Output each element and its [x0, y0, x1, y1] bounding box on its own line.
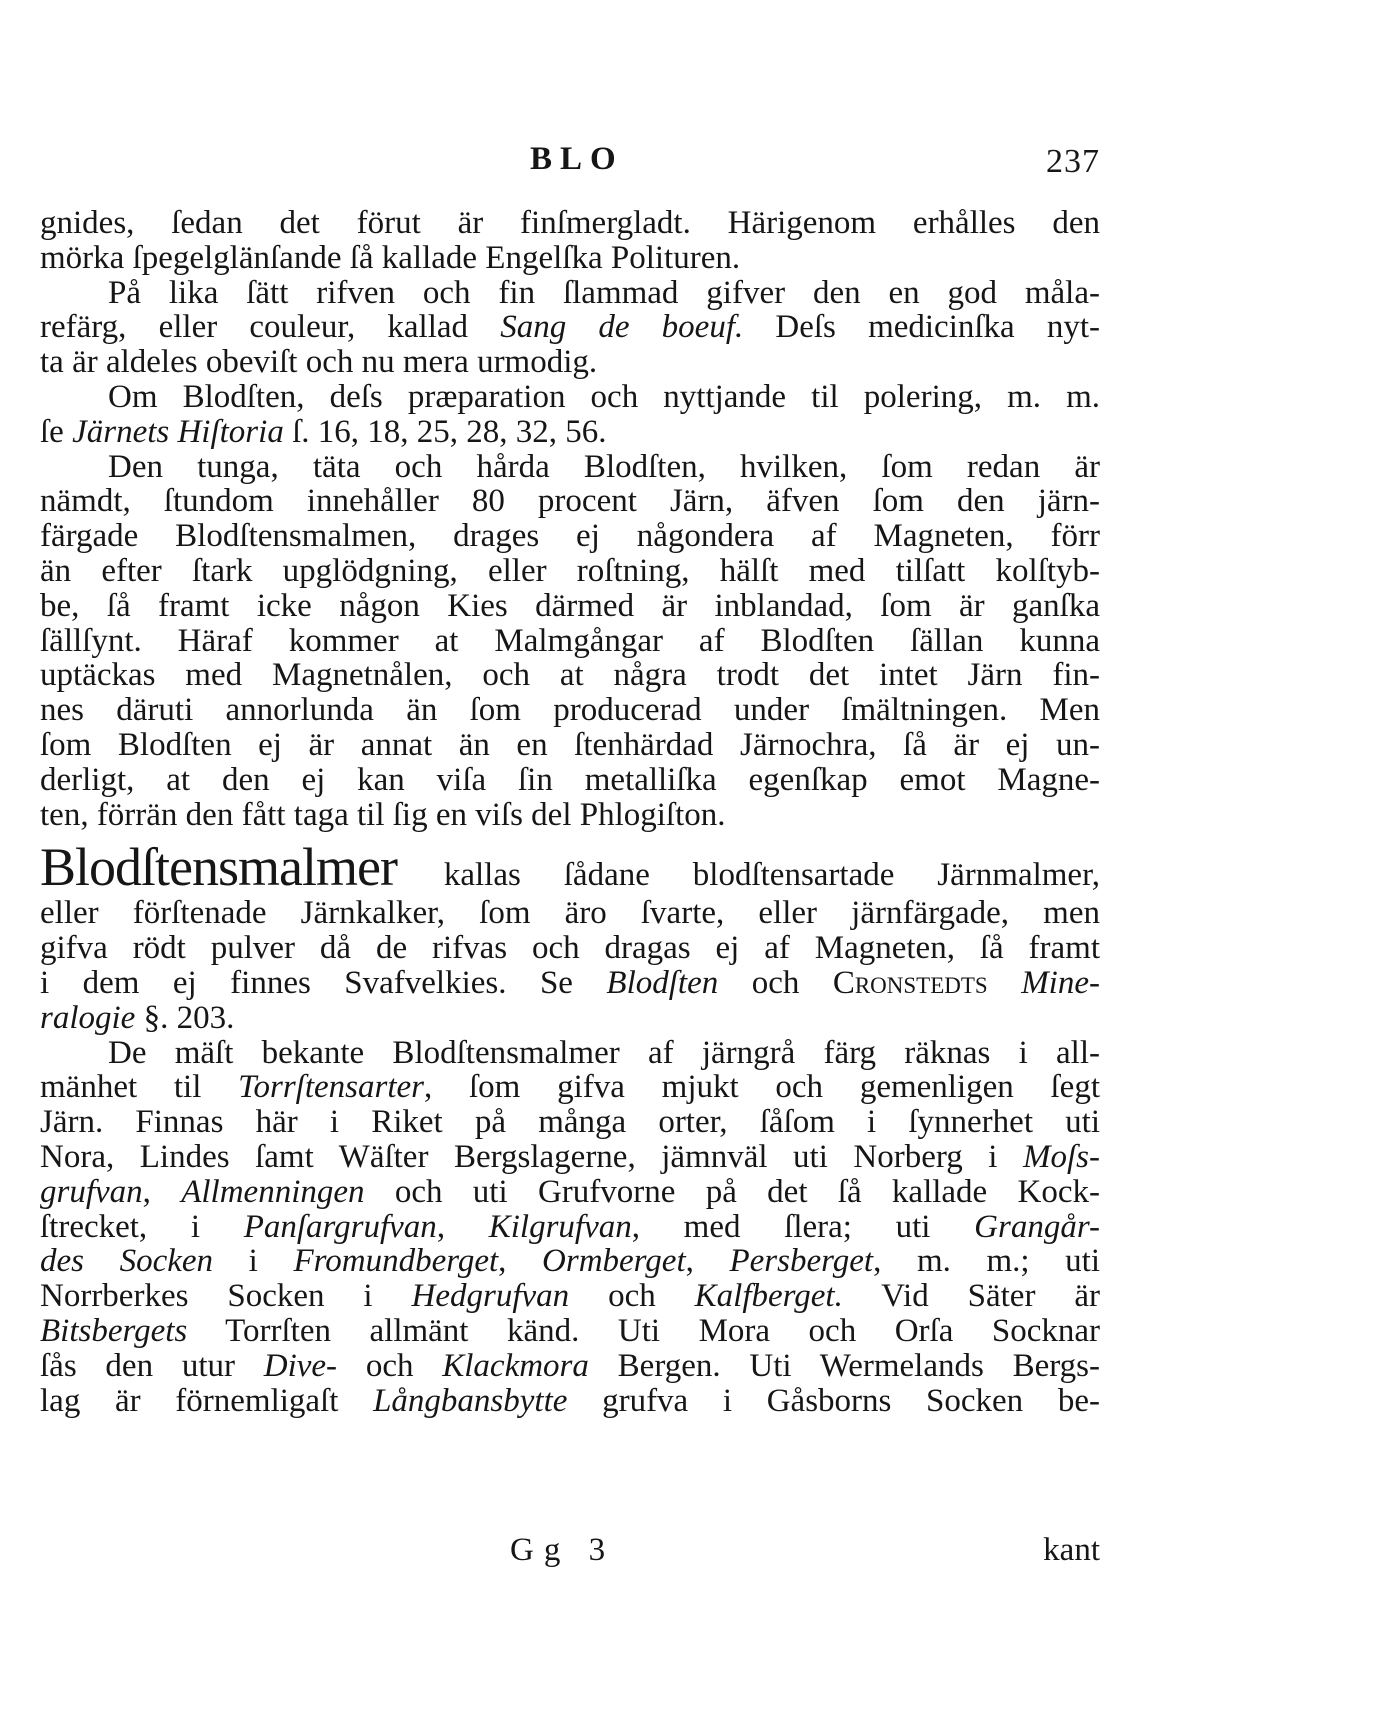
text-line: De mäſt bekante Blodſtensmalmer af järngrå färg räknas i all- [108, 1034, 1100, 1071]
text-line [40, 1070, 1100, 1105]
text-run: Torrſten allmänt känd. Uti Mora och Orſa Socknar [187, 1312, 1100, 1349]
text-run: Vid Säter är [842, 1278, 1100, 1315]
text-line [40, 415, 1100, 450]
italic-term: Klackmora [442, 1347, 589, 1384]
italic-term: Järnets Hiſtoria [72, 413, 284, 450]
text-run: ſtrecket, i [40, 1208, 244, 1245]
page-header [40, 137, 1100, 185]
text-line: Om Blodſten, deſs præparation och nyttjande til polering, m. m. [108, 378, 1100, 415]
signature-mark: Gg 3 [510, 1532, 616, 1568]
text-run: kallas ſådane blodſtensartade Järnmalmer, [443, 857, 1100, 894]
text-line: mörka ſpegelglänſande ſå kallade Engelſka Polituren. [40, 239, 741, 276]
italic-term: ralogie [40, 999, 136, 1036]
italic-term: Bitsbergets [40, 1312, 188, 1349]
text-line [40, 1279, 1100, 1314]
text-line [40, 1001, 1100, 1036]
italic-term: Kilgrufvan [488, 1208, 632, 1245]
text-run: , ſom gifva mjukt och gemenligen ſegt [424, 1069, 1100, 1106]
text-run: Norrberkes Socken i [40, 1278, 412, 1315]
text-line [40, 966, 1100, 1001]
text-line: nes däruti annorlunda än ſom producerad under ſmältningen. Men [40, 692, 1100, 729]
text-run: och uti Grufvorne på det ſå kallade Kock- [364, 1173, 1100, 1210]
text-run: grufva i Gåsborns Socken be- [567, 1382, 1100, 1419]
page-footer [40, 1532, 1100, 1572]
text-run: ſe [40, 413, 73, 450]
text-run: , [436, 1208, 489, 1245]
text-line: eller förſtenade Järnkalker, ſom äro ſvarte, eller järnfärgade, men [40, 895, 1100, 932]
text-run: Bergen. Uti Wermelands Bergs- [588, 1347, 1100, 1384]
text-line: På lika ſätt rifven och fin ſlammad gifver den en god måla- [108, 274, 1100, 311]
text-run: refärg, eller couleur, kallad [40, 309, 501, 346]
text-run: i [213, 1243, 294, 1280]
italic-term: Ormberget [542, 1243, 686, 1280]
text-line [40, 1175, 1100, 1210]
text-line [40, 1349, 1100, 1384]
italic-term: Panſargrufvan [243, 1208, 437, 1245]
italic-term: Torrſtensarter [238, 1069, 424, 1106]
text-line: färgade Blodſtensmalmen, drages ej någondera af Magneten, förr [40, 518, 1100, 555]
text-run: , [498, 1243, 543, 1280]
italic-term: Moſs- [1023, 1138, 1100, 1175]
italic-term: Fromundberget [293, 1243, 499, 1280]
text-run: ſ. 16, 18, 25, 28, 32, 56. [283, 413, 607, 450]
text-run: Nora, Lindes ſamt Wäſter Bergslagerne, jämnväl uti Norberg i [40, 1138, 1023, 1175]
italic-term: Hedgrufvan [411, 1278, 570, 1315]
text-run: mänhet til [40, 1069, 239, 1106]
text-run: och [337, 1347, 443, 1384]
italic-term: des Socken [40, 1243, 214, 1280]
text-line [40, 1244, 1100, 1279]
text-line [40, 1210, 1100, 1245]
entry-headword: Blodſtensmalmer [40, 837, 397, 898]
running-head: BLO [530, 141, 624, 177]
small-caps-name: Cronstedts [832, 964, 988, 1001]
italic-term: Kalfberget. [694, 1278, 843, 1315]
text-line: nämdt, ſtundom innehåller 80 procent Järn, äfven ſom den järn- [40, 483, 1100, 520]
text-line [40, 1384, 1100, 1419]
text-line: ten, förrän den fått taga til ſig en viſs del Phlogiſton. [40, 796, 726, 833]
catchword: kant [1043, 1532, 1100, 1568]
text-run: , med ſlera; uti [631, 1208, 975, 1245]
text-run: Deſs medicinſka nyt- [743, 309, 1101, 346]
text-run: lag är förnemligaſt [40, 1382, 374, 1419]
text-line: gifva rödt pulver då de rifvas och dragas ej af Magneten, ſå framt [40, 930, 1100, 967]
text-line: uptäckas med Magnetnålen, och at några trodt det intet Järn fin- [40, 657, 1100, 694]
text-run: , [685, 1243, 730, 1280]
italic-term: Persberget [729, 1243, 874, 1280]
italic-term: Allmenningen [181, 1173, 365, 1210]
body-text [40, 206, 1100, 1418]
text-line [40, 1314, 1100, 1349]
text-run: , [142, 1173, 182, 1210]
text-run: och [569, 1278, 695, 1315]
text-line: Järn. Finnas här i Riket på många orter, ſåſom i ſynnerhet uti [40, 1104, 1100, 1141]
text-line: derligt, at den ej kan viſa ſin metalliſka egenſkap emot Magne- [40, 761, 1100, 798]
italic-term: Sang de boeuf. [500, 309, 744, 346]
text-line: be, ſå framt icke någon Kies därmed är inblandad, ſom är ganſka [40, 587, 1100, 624]
text-line: Den tunga, täta och hårda Blodſten, hvilken, ſom redan är [108, 448, 1100, 485]
page-number: 237 [1046, 143, 1100, 180]
text-line: ſällſynt. Häraf kommer at Malmgångar af Blodſten ſällan kunna [40, 622, 1100, 659]
text-line: än efter ſtark upglödgning, eller roſtning, hälſt med tilſatt kolſtyb- [40, 552, 1100, 589]
italic-term: Dive- [263, 1347, 338, 1384]
text-run: , m. m.; uti [873, 1243, 1101, 1280]
text-run: §. 203. [135, 999, 235, 1036]
italic-term: Mine- [987, 964, 1100, 1001]
text-line [40, 1140, 1100, 1175]
italic-term: Grangår- [974, 1208, 1100, 1245]
text-line: gnides, ſedan det förut är finſmergladt. Härigenom erhålles den [40, 205, 1100, 241]
entry-line [40, 837, 1100, 898]
text-line [40, 310, 1100, 345]
text-run: i dem ej finnes Svafvelkies. Se [40, 964, 607, 1001]
text-line: ta är aldeles obeviſt och nu mera urmodig. [40, 344, 598, 381]
text-run: ſås den utur [40, 1347, 264, 1384]
italic-term: Blodſten [606, 964, 719, 1001]
italic-term: grufvan [40, 1173, 143, 1210]
text-line: ſom Blodſten ej är annat än en ſtenhärdad Järnochra, ſå är ej un- [40, 726, 1100, 763]
italic-term: Långbansbytte [373, 1382, 568, 1419]
text-run: och [718, 964, 833, 1001]
